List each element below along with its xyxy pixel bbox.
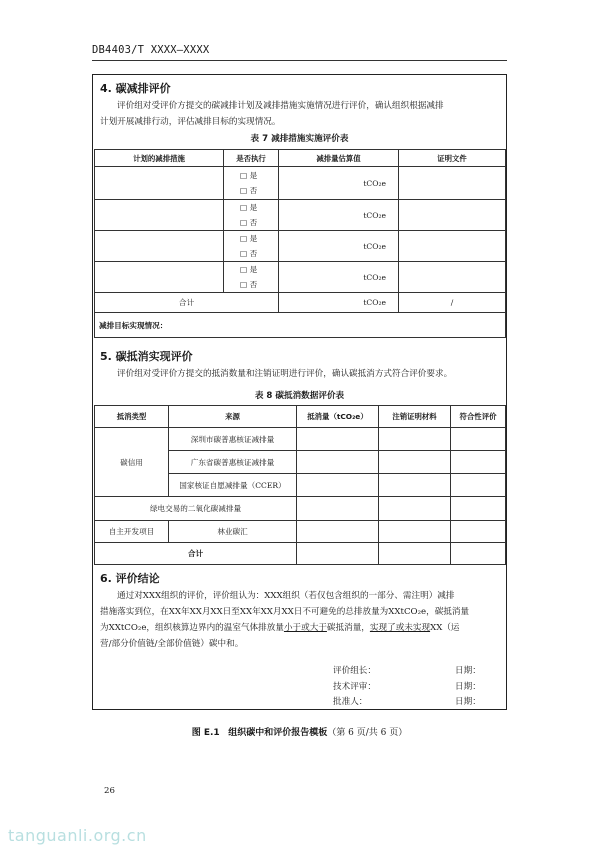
green-power-label: 绿电交易的二氧化碳减排量 [95, 497, 297, 521]
figure-title: 组织碳中和评价报告模板 [228, 728, 328, 738]
table7-header: 证明文件 [399, 150, 506, 167]
approver-date-label: 日期： [455, 697, 481, 707]
figure-caption [92, 725, 507, 738]
table8-header: 抵消量（tCO₂e） [297, 406, 379, 428]
reduction-unit: tCO₂e [279, 200, 399, 231]
table8-header: 符合性评价 [451, 406, 506, 428]
no-checkbox[interactable]: □ 否 [240, 186, 258, 195]
conclusion-line4: 营/部分价值链/全部价值链）碳中和。 [100, 639, 244, 649]
table7-header: 减排量估算值 [279, 150, 399, 167]
section5-paragraph [100, 366, 498, 382]
reduction-unit: tCO₂e [279, 167, 399, 200]
table7-row [95, 167, 506, 200]
table8-row [95, 521, 506, 543]
credit-type-label: 碳信用 [95, 428, 169, 497]
source-ccer: 国家核证自愿减排量（CCER） [169, 474, 297, 497]
section6-heading: 6. 评价结论 [100, 572, 160, 585]
conclusion-option-less-or-more: 小于或大于 [283, 623, 327, 633]
section4-heading: 4. 碳减排评价 [100, 82, 171, 95]
table7-row [95, 231, 506, 262]
no-checkbox[interactable]: □ 否 [240, 218, 258, 227]
conclusion-line1: 通过对XXX组织的评价，评价组认为：XXX组织（若仅包含组织的一部分、需注明）减排 [117, 591, 455, 601]
leader-date-label: 日期： [455, 666, 481, 676]
table7 [94, 149, 506, 338]
table7-total-proof: / [399, 293, 506, 313]
reviewer-label: 技术评审： [333, 682, 376, 692]
watermark: tanguanli.org.cn [8, 826, 147, 845]
yes-checkbox[interactable]: □ 是 [240, 234, 258, 243]
conclusion-paragraph [100, 588, 498, 652]
table7-total-label: 合计 [95, 293, 279, 313]
conclusion-line2: 措施落实到位，在XX年XX月XX日至XX年XX月XX日不可避免的总排放量为XXtCO₂e，碳抵消量 [100, 607, 470, 617]
page-number: 26 [104, 786, 115, 796]
conclusion-option-achieved: 实现了或未实现 [369, 623, 431, 633]
conclusion-line3c: 碳抵消量， [326, 623, 370, 633]
section5-paragraph-text: 评价组对受评价方提交的抵消数量和注销证明进行评价，确认碳抵消方式符合评价要求。 [117, 369, 453, 379]
table7-header: 是否执行 [224, 150, 279, 167]
table8-header: 抵消类型 [95, 406, 169, 428]
table8-total-row [95, 543, 506, 565]
table7-row [95, 262, 506, 293]
reduction-target-label: 减排目标实现情况： [95, 313, 506, 338]
source-shenzhen: 深圳市碳普惠核证减排量 [169, 428, 297, 451]
table7-title: 表 7 减排措施实施评价表 [250, 134, 349, 144]
figure-label: 图 E.1 [191, 728, 220, 738]
yes-checkbox[interactable]: □ 是 [240, 171, 258, 180]
table8-title: 表 8 碳抵消数据评价表 [254, 391, 345, 401]
figure-page-info: （第 6 页/共 6 页） [327, 728, 408, 738]
forest-sink-label: 林业碳汇 [169, 521, 297, 543]
table8-row [95, 428, 506, 451]
no-checkbox[interactable]: □ 否 [240, 280, 258, 289]
table8-header: 来源 [169, 406, 297, 428]
reduction-unit: tCO₂e [279, 262, 399, 293]
header-rule [92, 60, 507, 61]
table8-header: 注销证明材料 [379, 406, 451, 428]
table7-target-row [95, 313, 506, 338]
table8 [94, 405, 506, 565]
leader-label: 评价组长： [333, 666, 376, 676]
table7-header: 计划的减排措施 [95, 150, 224, 167]
reviewer-date-label: 日期： [455, 682, 481, 692]
yes-checkbox[interactable]: □ 是 [240, 265, 258, 274]
conclusion-line3a: 为XXtCO₂e，组织核算边界内的温室气体排放量 [100, 623, 284, 633]
section4-paragraph-line2: 计划开展减排行动，评估减排目标的实现情况。 [100, 117, 281, 127]
conclusion-line3e: XX（运 [430, 623, 460, 633]
no-checkbox[interactable]: □ 否 [240, 249, 258, 258]
table7-total-unit: tCO₂e [279, 293, 399, 313]
section4-paragraph [100, 98, 498, 130]
section4-paragraph-line1: 评价组对受评价方提交的碳减排计划及减排措施实施情况进行评价，确认组织根据减排 [117, 101, 444, 111]
section5-heading: 5. 碳抵消实现评价 [100, 350, 193, 363]
table7-row [95, 200, 506, 231]
approver-label: 批准人： [333, 697, 368, 707]
table8-row [95, 497, 506, 521]
source-guangdong: 广东省碳普惠核证减排量 [169, 451, 297, 474]
document-id: DB4403/T XXXX—XXXX [92, 44, 210, 56]
table8-total-label: 合计 [95, 543, 297, 565]
reduction-unit: tCO₂e [279, 231, 399, 262]
yes-checkbox[interactable]: □ 是 [240, 203, 258, 212]
table7-total-row [95, 293, 506, 313]
self-dev-label: 自主开发项目 [95, 521, 169, 543]
